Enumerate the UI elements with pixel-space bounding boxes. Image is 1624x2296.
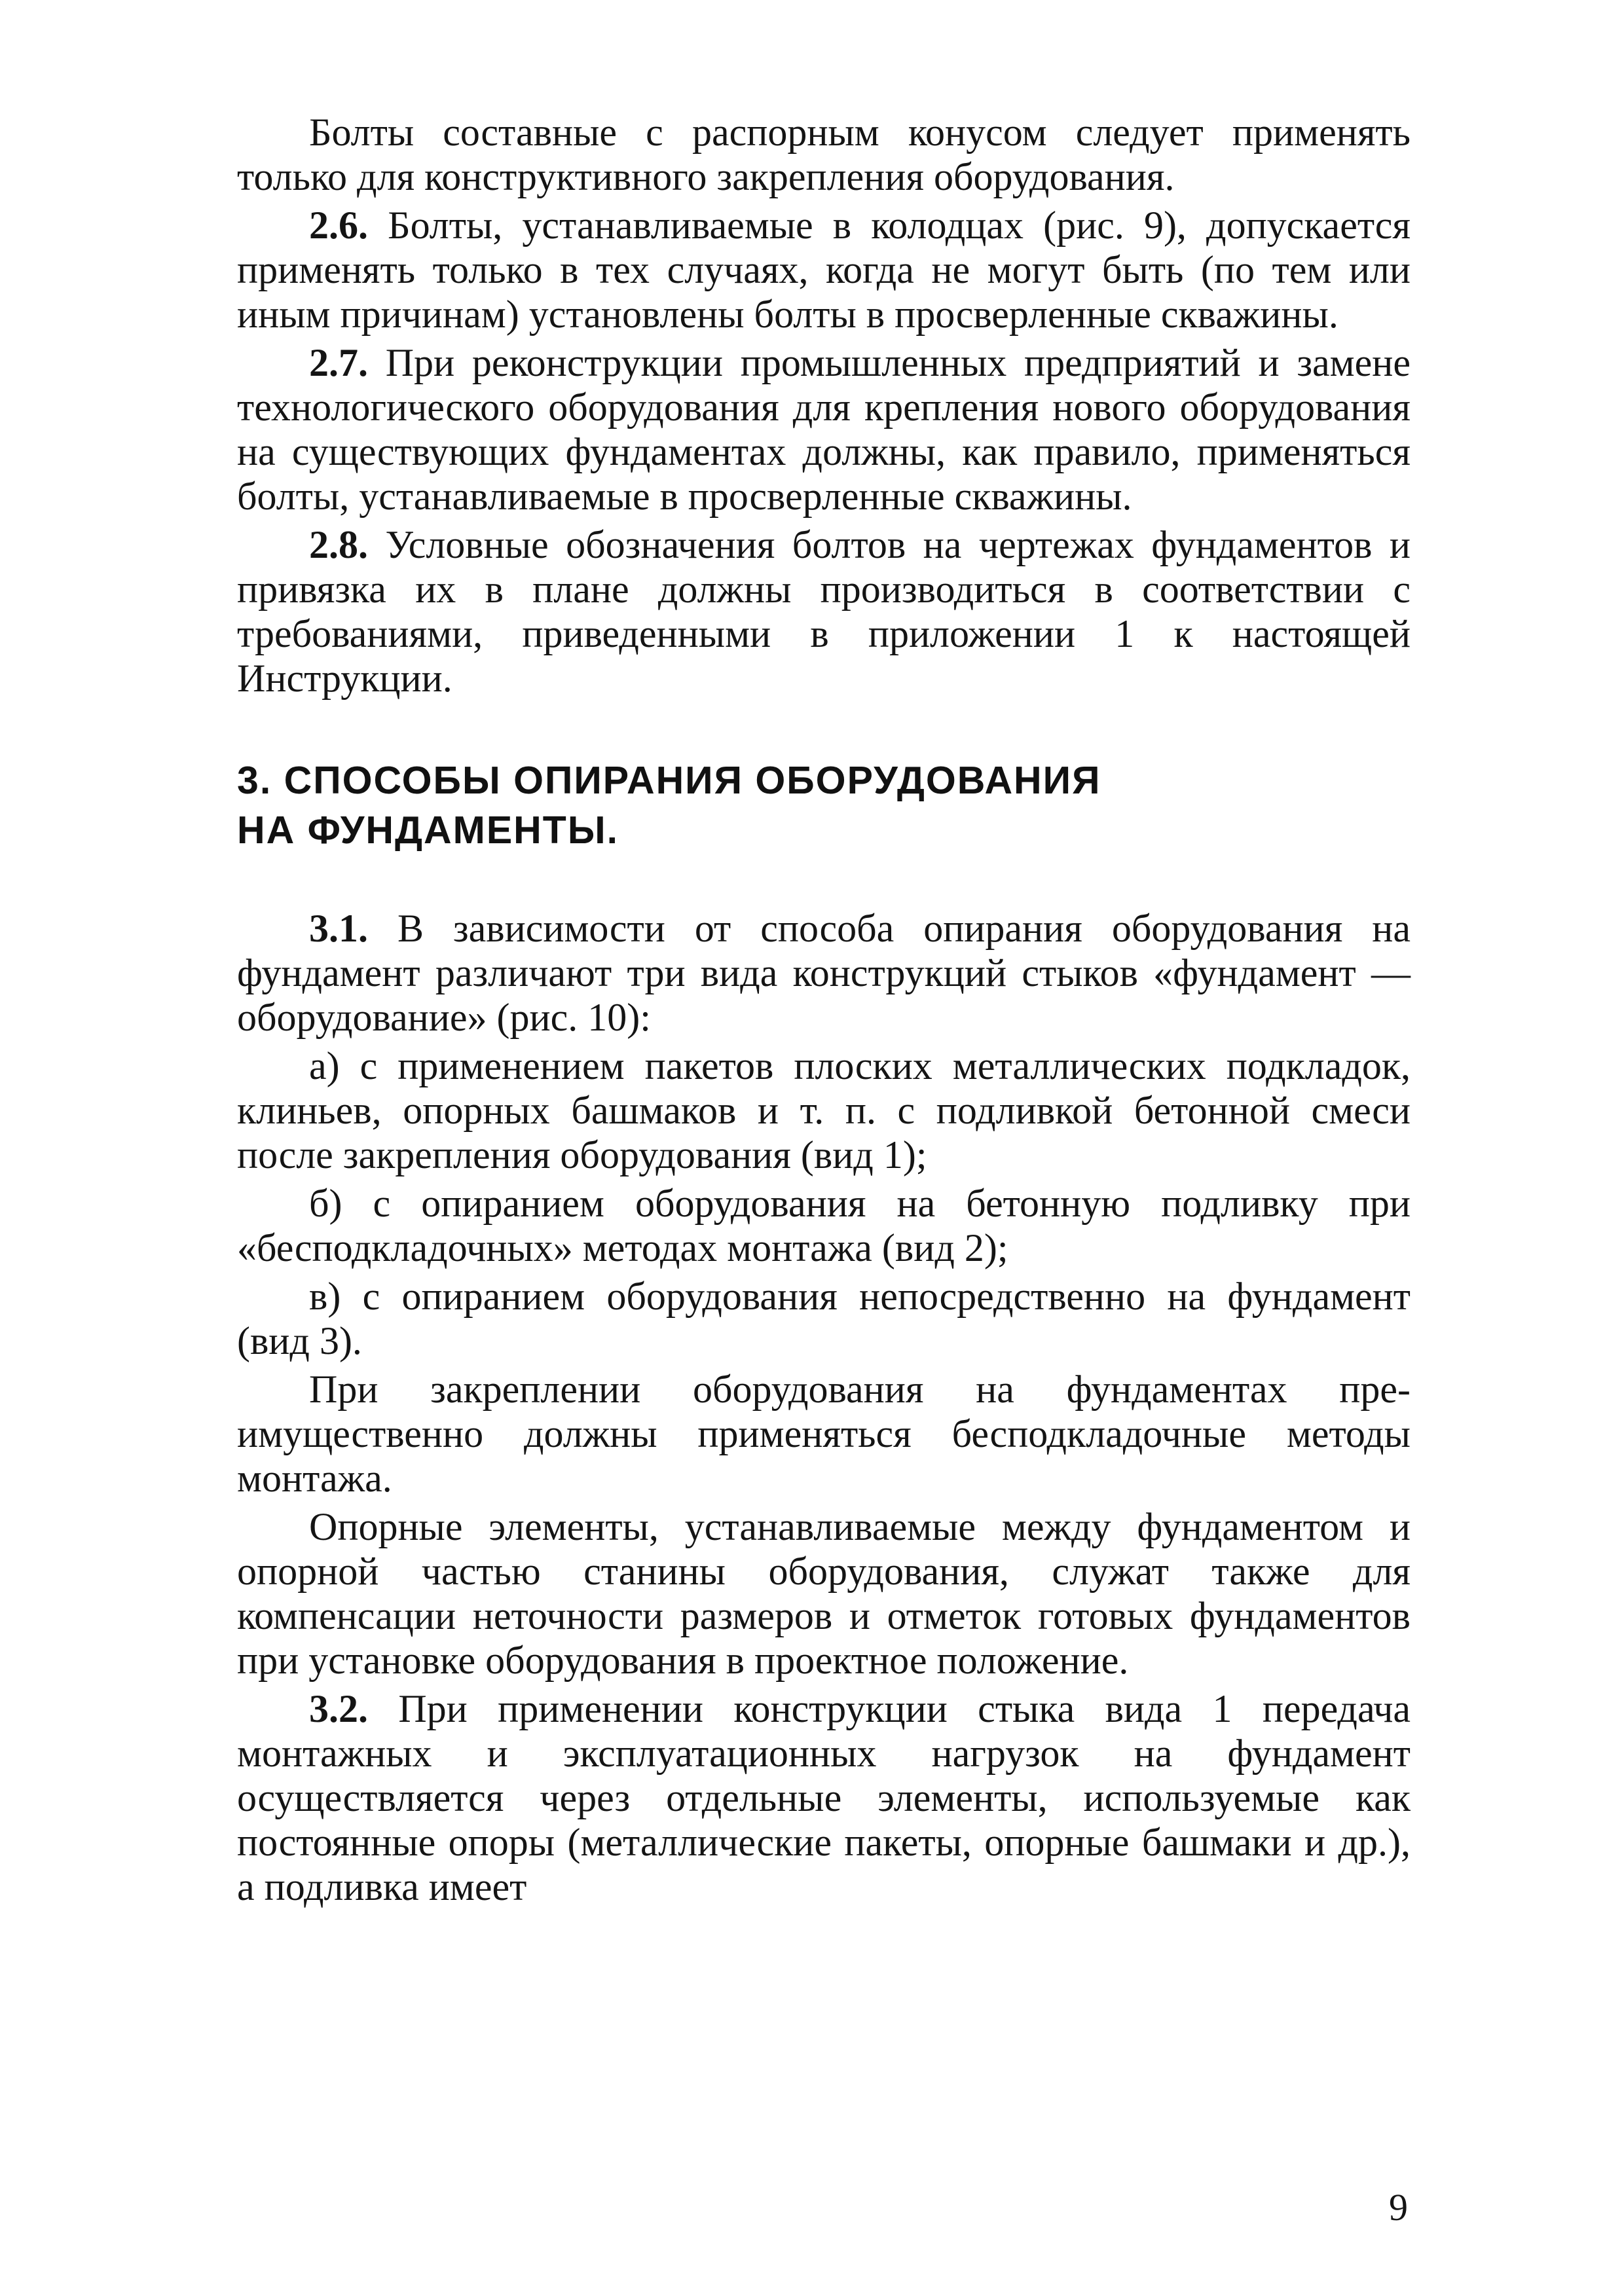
clause-number: 3.2. <box>309 1687 368 1730</box>
page-number: 9 <box>1389 2186 1408 2229</box>
section-heading-line-1: 3. СПОСОБЫ ОПИРАНИЯ ОБОРУДОВАНИЯ <box>237 759 1101 802</box>
clause-number: 2.6. <box>309 204 368 247</box>
paragraph-text: Опорные элементы, устанавливаемые между фундаментом и опорной частью станины оборудования, служат также для компенсации неточности размеров и отметок готовых фундаментов при установке оборудования в проектное положение. <box>237 1505 1411 1682</box>
section-heading <box>237 756 1411 855</box>
list-item-b <box>237 1181 1411 1270</box>
paragraph-text: При закреплении оборудования на фундаментах преимущественно должны применяться бесподкладочные методы монтажа. <box>237 1368 1411 1500</box>
paragraph-text: Болты составные с распорным конусом следует применять только для конструктивного закрепления оборудования. <box>237 111 1411 198</box>
clause-number: 2.7. <box>309 341 368 384</box>
clause-number: 2.8. <box>309 523 368 566</box>
paragraph-text: б) с опиранием оборудования на бетонную подливку при «бесподкладочных» методах монтажа (вид 2); <box>237 1182 1411 1269</box>
paragraph-text: При реконструкции промышленных предприятий и замене технологического оборудования для крепления нового оборудования на существующих фундаментах должны, как правило, применяться болты, устанавливаемые в просверленные скважины. <box>237 341 1411 518</box>
paragraph-text: а) с применением пакетов плоских металлических подкладок, клиньев, опорных башмаков и т. п. с подливкой бетонной смеси после закрепления оборудования (вид 1); <box>237 1044 1411 1176</box>
section-heading-line-2: НА ФУНДАМЕНТЫ. <box>237 809 619 852</box>
list-item-v <box>237 1274 1411 1363</box>
paragraph-2-6 <box>237 203 1411 337</box>
paragraph-text: Условные обозначения болтов на чертежах фундаментов и привязка их в плане должны производиться в соответствии с требованиями, приведенными в приложении 1 к настоящей Инструкции. <box>237 523 1411 700</box>
clause-number: 3.1. <box>309 907 368 950</box>
paragraph-bolts-conical <box>237 110 1411 199</box>
paragraph-text: Болты, устанавливаемые в колодцах (рис. 9), допускается применять только в тех случаях, когда не могут быть (по тем или иным причинам) установлены болты в просверленные скважины. <box>237 204 1411 336</box>
list-item-a <box>237 1044 1411 1177</box>
document-page <box>237 110 1411 1909</box>
paragraph-3-1 <box>237 906 1411 1040</box>
paragraph-3-2 <box>237 1686 1411 1909</box>
paragraph-text: В зависимости от способа опирания оборудования на фундамент различают три вида конструкций стыков «фундамент — оборудование» (рис. 10): <box>237 907 1411 1039</box>
paragraph-text: При применении конструкции стыка вида 1 передача монтажных и эксплуатационных нагрузок на фундамент осуществляется через отдельные элементы, используемые как постоянные опоры (металлические пакеты, опорные башмаки и др.), а подливка имеет <box>237 1687 1411 1908</box>
paragraph-text: в) с опиранием оборудования непосредственно на фундамент (вид 3). <box>237 1275 1411 1362</box>
paragraph-2-7 <box>237 340 1411 519</box>
paragraph-bespodkladochnye <box>237 1367 1411 1501</box>
paragraph-2-8 <box>237 522 1411 701</box>
paragraph-support-elements <box>237 1504 1411 1683</box>
